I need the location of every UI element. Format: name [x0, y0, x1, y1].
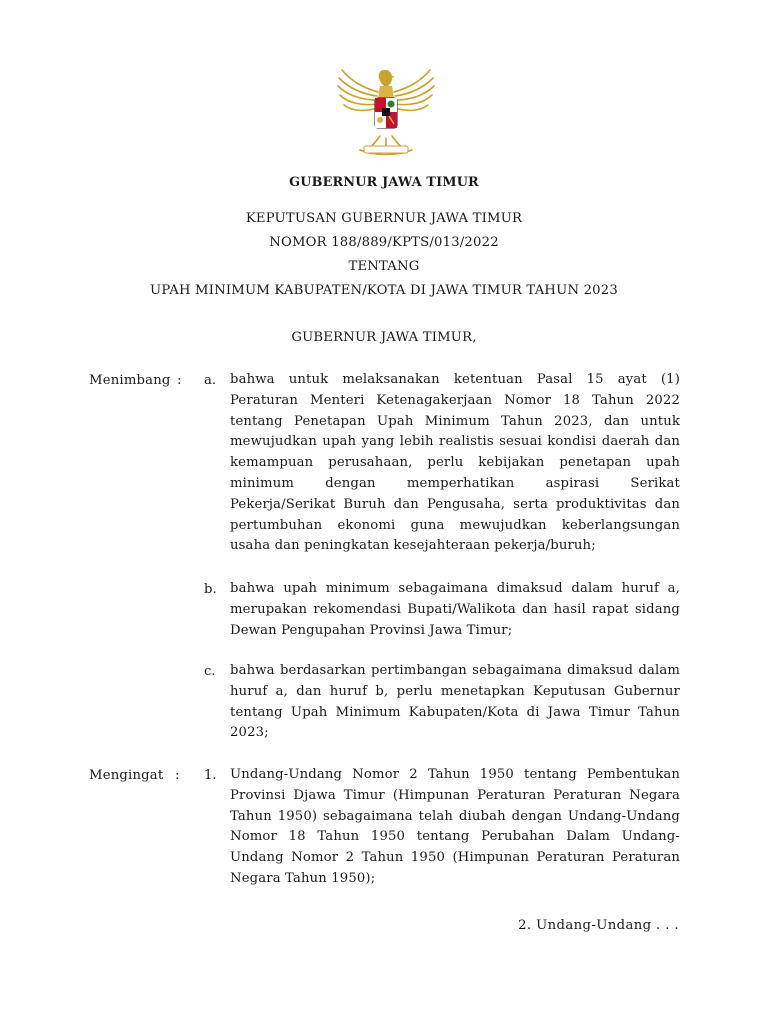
mengingat-label: Mengingat :: [89, 768, 180, 783]
list-marker: a.: [204, 373, 217, 388]
menimbang-item-a: bahwa untuk melaksanakan ketentuan Pasal 15 ayat (1) Peraturan Menteri Ketenagakerjaan Nomor 18 Tahun 2022 tentang Penetapan Upah Minimum Tahun 2023, dan untuk mewujudkan upah yang lebih realistis sesuai kondisi daerah dan kemampuan perusahaan, perlu kebijakan penetapan upah minimum dengan memperhatikan aspirasi Serikat Pekerja/Serikat Buruh dan Pengusaha, serta produktivitas dan pertumbuhan ekonomi guna mewujudkan keberlangsungan usaha dan peningkatan kesejahteraan pekerja/buruh;: [230, 372, 680, 554]
list-marker: c.: [204, 664, 216, 679]
menimbang-colon: :: [177, 373, 182, 388]
decree-number: NOMOR 188/889/KPTS/013/2022: [269, 235, 499, 250]
opening-line: GUBERNUR JAWA TIMUR,: [291, 330, 477, 345]
continuation-note: 2. Undang-Undang . . .: [518, 918, 679, 933]
list-marker: b.: [204, 582, 217, 597]
menimbang-item-c: bahwa berdasarkan pertimbangan sebagaimana dimaksud dalam huruf a, dan huruf b, perlu menetapkan Keputusan Gubernur tentang Upah Minimum Kabupaten/Kota di Jawa Timur Tahun 2023;: [230, 663, 680, 741]
mengingat-item-1: Undang-Undang Nomor 2 Tahun 1950 tentang Pembentukan Provinsi Djawa Timur (Himpunan Peraturan Peraturan Negara Tahun 1950) sebagaimana telah diubah dengan Undang-Undang Nomor 18 Tahun 1950 tentang Perubahan Dalam Undang-Undang Nomor 2 Tahun 1950 (Himpunan Peraturan Peraturan Negara Tahun 1950);: [230, 767, 680, 886]
list-marker: 1.: [204, 768, 217, 783]
decree-subject: UPAH MINIMUM KABUPATEN/KOTA DI JAWA TIMUR TAHUN 2023: [150, 283, 618, 298]
about-label: TENTANG: [348, 259, 420, 274]
menimbang-label: Menimbang :: [89, 373, 182, 388]
mengingat-colon: :: [175, 768, 180, 783]
menimbang-item-b: bahwa upah minimum sebagaimana dimaksud dalam huruf a, merupakan rekomendasi Bupati/Walikota dan hasil rapat sidang Dewan Pengupahan Provinsi Jawa Timur;: [230, 581, 680, 638]
issuer-heading: GUBERNUR JAWA TIMUR: [289, 175, 479, 190]
decree-title: KEPUTUSAN GUBERNUR JAWA TIMUR: [245, 211, 523, 226]
garuda-emblem-icon: [334, 62, 438, 164]
